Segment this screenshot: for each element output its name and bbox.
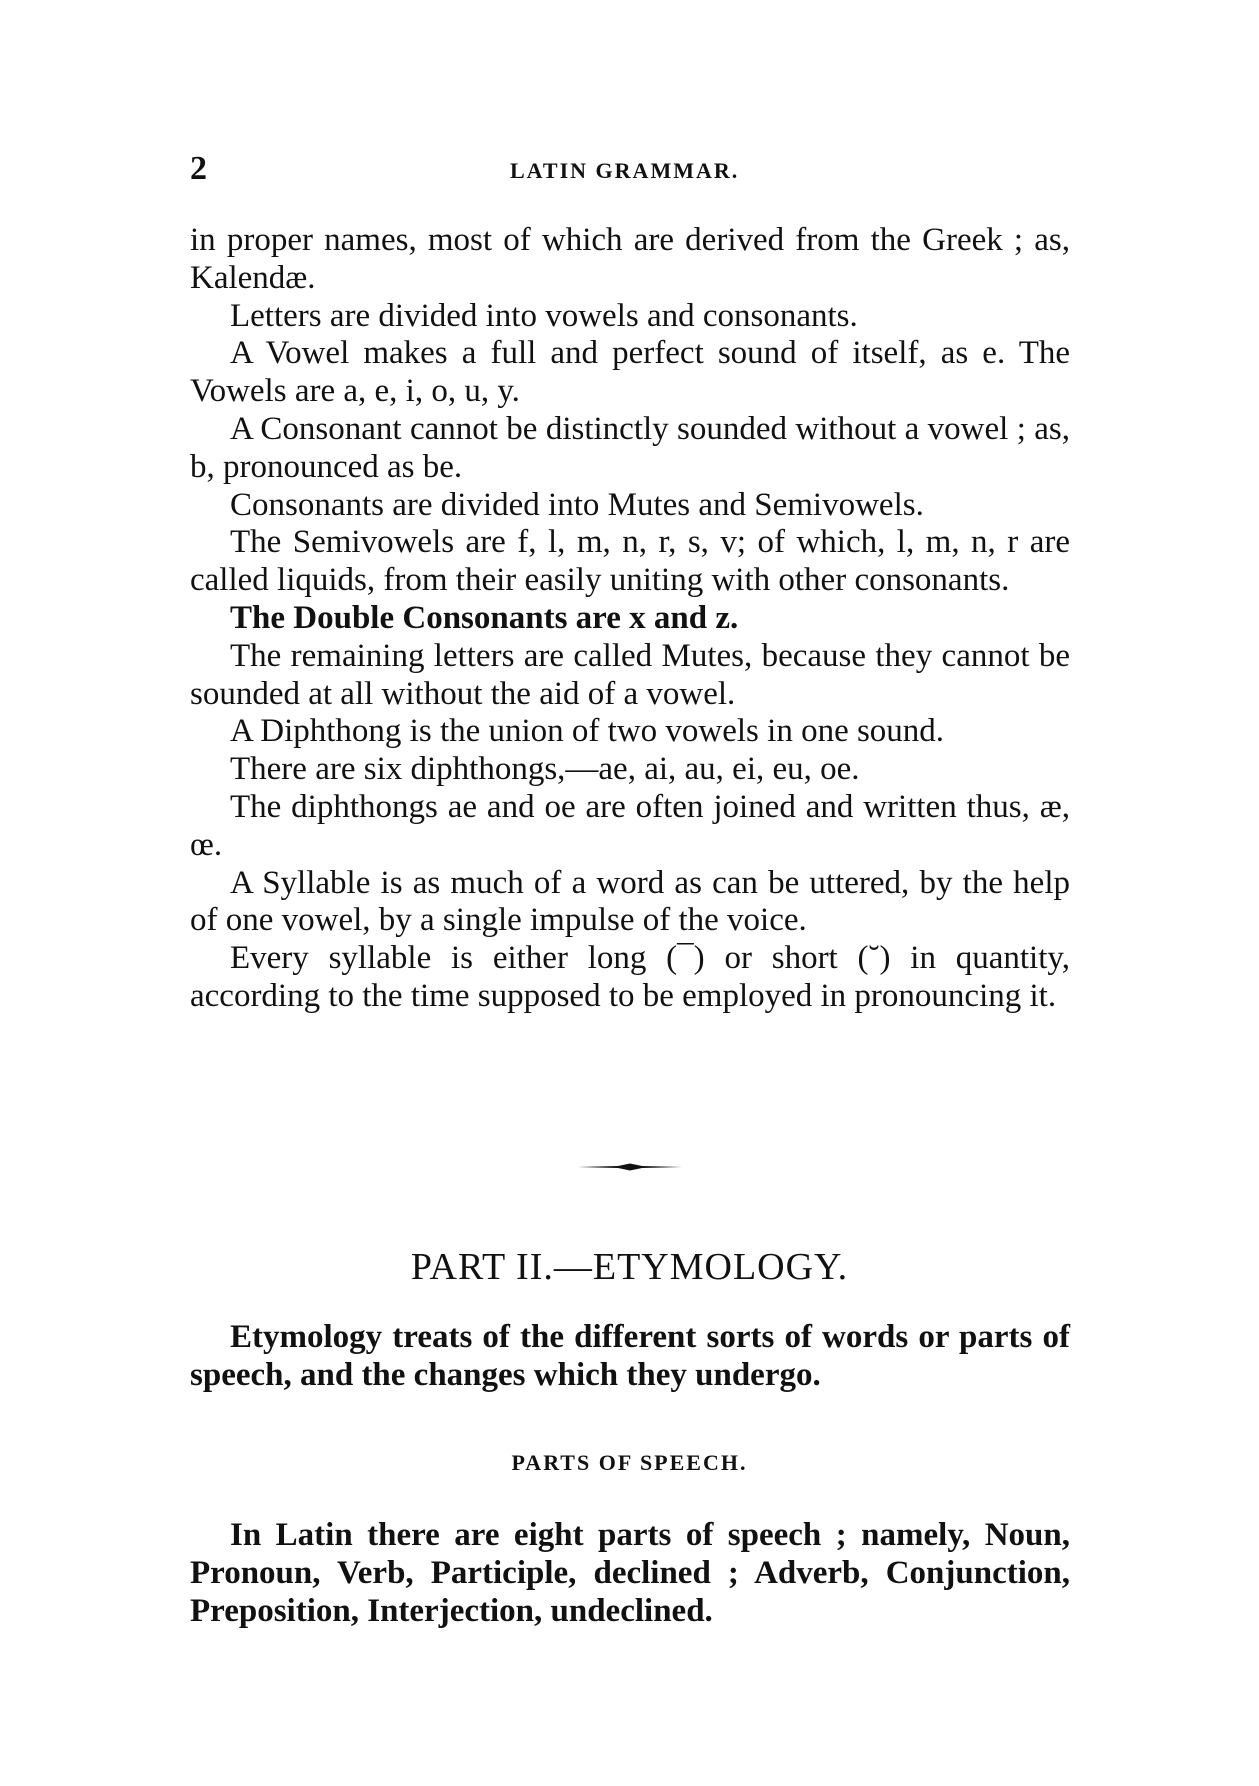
parts-of-speech-heading: PARTS OF SPEECH. — [511, 1450, 748, 1475]
orthography-text — [190, 222, 1070, 1016]
paragraph: A Vowel makes a full and perfect sound of itself, as e. The Vowels are a, e, i, o, u, y. — [190, 335, 1070, 410]
paragraph: A Syllable is as much of a word as can be uttered, by the help of one vowel, by a single impulse of the voice. — [190, 864, 1070, 939]
running-title: LATIN GRAMMAR. — [510, 158, 740, 183]
section-divider — [578, 1163, 682, 1171]
paragraph: A Consonant cannot be distinctly sounded without a vowel ; as, b, pronounced as be. — [190, 410, 1070, 485]
etymology-definition: Etymology treats of the different sorts of words or parts of speech, and the changes which they undergo. — [190, 1319, 1070, 1393]
page-number: 2 — [190, 150, 207, 187]
paragraph: Every syllable is either long (¯) or short (˘) in quantity, according to the time supposed to be employed in pronouncing it. — [190, 940, 1070, 1014]
paragraph: A Diphthong is the union of two vowels in one sound. — [230, 713, 945, 750]
paragraph: The Double Consonants are x and z. — [230, 599, 739, 636]
paragraph: The diphthongs ae and oe are often joined and written thus, æ, œ. — [190, 788, 1070, 863]
paragraph: Consonants are divided into Mutes and Semivowels. — [230, 486, 924, 523]
paragraph: Letters are divided into vowels and consonants. — [230, 297, 858, 334]
paragraph: The remaining letters are called Mutes, because they cannot be sounded at all without the aid of a vowel. — [190, 637, 1070, 712]
etymology-definition-block — [190, 1319, 1070, 1395]
paragraph: There are six diphthongs,—ae, ai, au, ei, eu, oe. — [230, 751, 860, 788]
part-heading: PART II.—ETYMOLOGY. — [410, 1246, 849, 1288]
running-head — [190, 150, 1090, 190]
parts-of-speech-text: In Latin there are eight parts of speech ; namely, Noun, Pronoun, Verb, Participle, declined ; Adverb, Conjunction, Preposition, Interjection, undeclined. — [190, 1517, 1070, 1629]
paragraph: The Semivowels are f, l, m, n, r, s, v; of which, l, m, n, r are called liquids, from their easily uniting with other consonants. — [190, 524, 1070, 599]
paragraph: in proper names, most of which are derived from the Greek ; as, Kalendæ. — [190, 222, 1070, 296]
parts-of-speech-block — [190, 1517, 1070, 1630]
